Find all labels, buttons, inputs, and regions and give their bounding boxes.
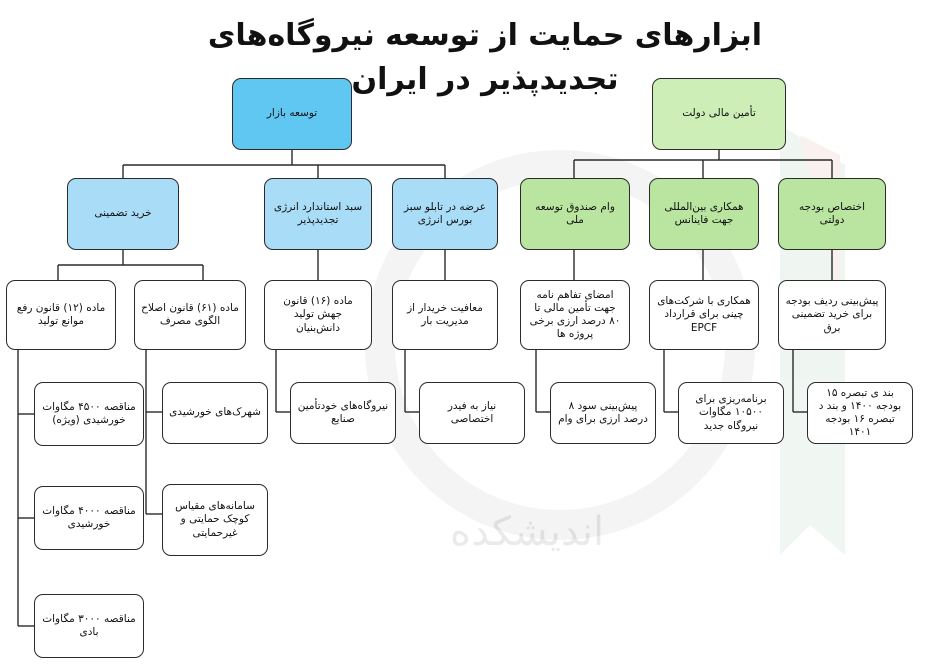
leaf-solar-towns: شهرک‌های خورشیدی (162, 382, 268, 444)
node-government-budget: اختصاص بودجه دولتی (778, 178, 886, 250)
leaf-tender-4500: مناقصه ۴۵۰۰ مگاوات خورشیدی (ویژه) (34, 382, 144, 446)
node-ndf-loan: وام صندوق توسعه ملی (520, 178, 630, 250)
node-ndf-mou: امضای تفاهم نامه جهت تأمین مالی تا ۸۰ درصد ارزی برخی پروژه ها (520, 280, 630, 350)
node-government-financing: تأمین مالی دولت (652, 78, 786, 150)
leaf-small-scale-systems: سامانه‌های مقیاس کوچک حمایتی و غیرحمایتی (162, 484, 268, 556)
node-market-development: توسعه بازار (232, 78, 352, 150)
node-law-61: ماده (۶۱) قانون اصلاح الگوی مصرف (134, 280, 246, 350)
leaf-tender-4000: مناقصه ۴۰۰۰ مگاوات خورشیدی (34, 486, 144, 550)
leaf-dedicated-feeder: نیاز به فیدر اختصاصی (419, 382, 525, 444)
node-international-finance: همکاری بین‌المللی جهت فاینانس (649, 178, 759, 250)
leaf-tender-3000-wind: مناقصه ۳۰۰۰ مگاوات بادی (34, 594, 144, 658)
node-law-12: ماده (۱۲) قانون رفع موانع تولید (6, 280, 116, 350)
node-buyer-exemption: معافیت خریدار از مدیریت بار (392, 280, 498, 350)
node-budget-line: پیش‌بینی ردیف بودجه برای خرید تضمینی برق (778, 280, 886, 350)
node-china-epcf: همکاری با شرکت‌های چینی برای قرارداد EPCF (649, 280, 759, 350)
leaf-10500-mw-plan: برنامه‌ریزی برای ۱۰۵۰۰ مگاوات نیروگاه جدید (678, 382, 784, 444)
node-guaranteed-purchase: خرید تضمینی (67, 178, 179, 250)
leaf-8-percent-interest: پیش‌بینی سود ۸ درصد ارزی برای وام (550, 382, 656, 444)
node-law-16: ماده (۱۶) قانون جهش تولید دانش‌بنیان (264, 280, 372, 350)
node-renewable-basket: سبد استاندارد انرژی تجدیدپذیر (264, 178, 372, 250)
page-title: ابزارهای حمایت از توسعه نیروگاه‌های تجدیدپذیر در ایران (207, 18, 763, 97)
watermark-text: اندیشکده (450, 509, 605, 555)
leaf-self-supply-plants: نیروگاه‌های خودتأمین صنایع (290, 382, 396, 444)
node-green-board: عرضه در تابلو سبز بورس انرژی (392, 178, 498, 250)
leaf-budget-clauses: بند ی تبصره ۱۵ بودجه ۱۴۰۰ و بند د تبصره ۱۶ بودجه ۱۴۰۱ (807, 382, 913, 444)
